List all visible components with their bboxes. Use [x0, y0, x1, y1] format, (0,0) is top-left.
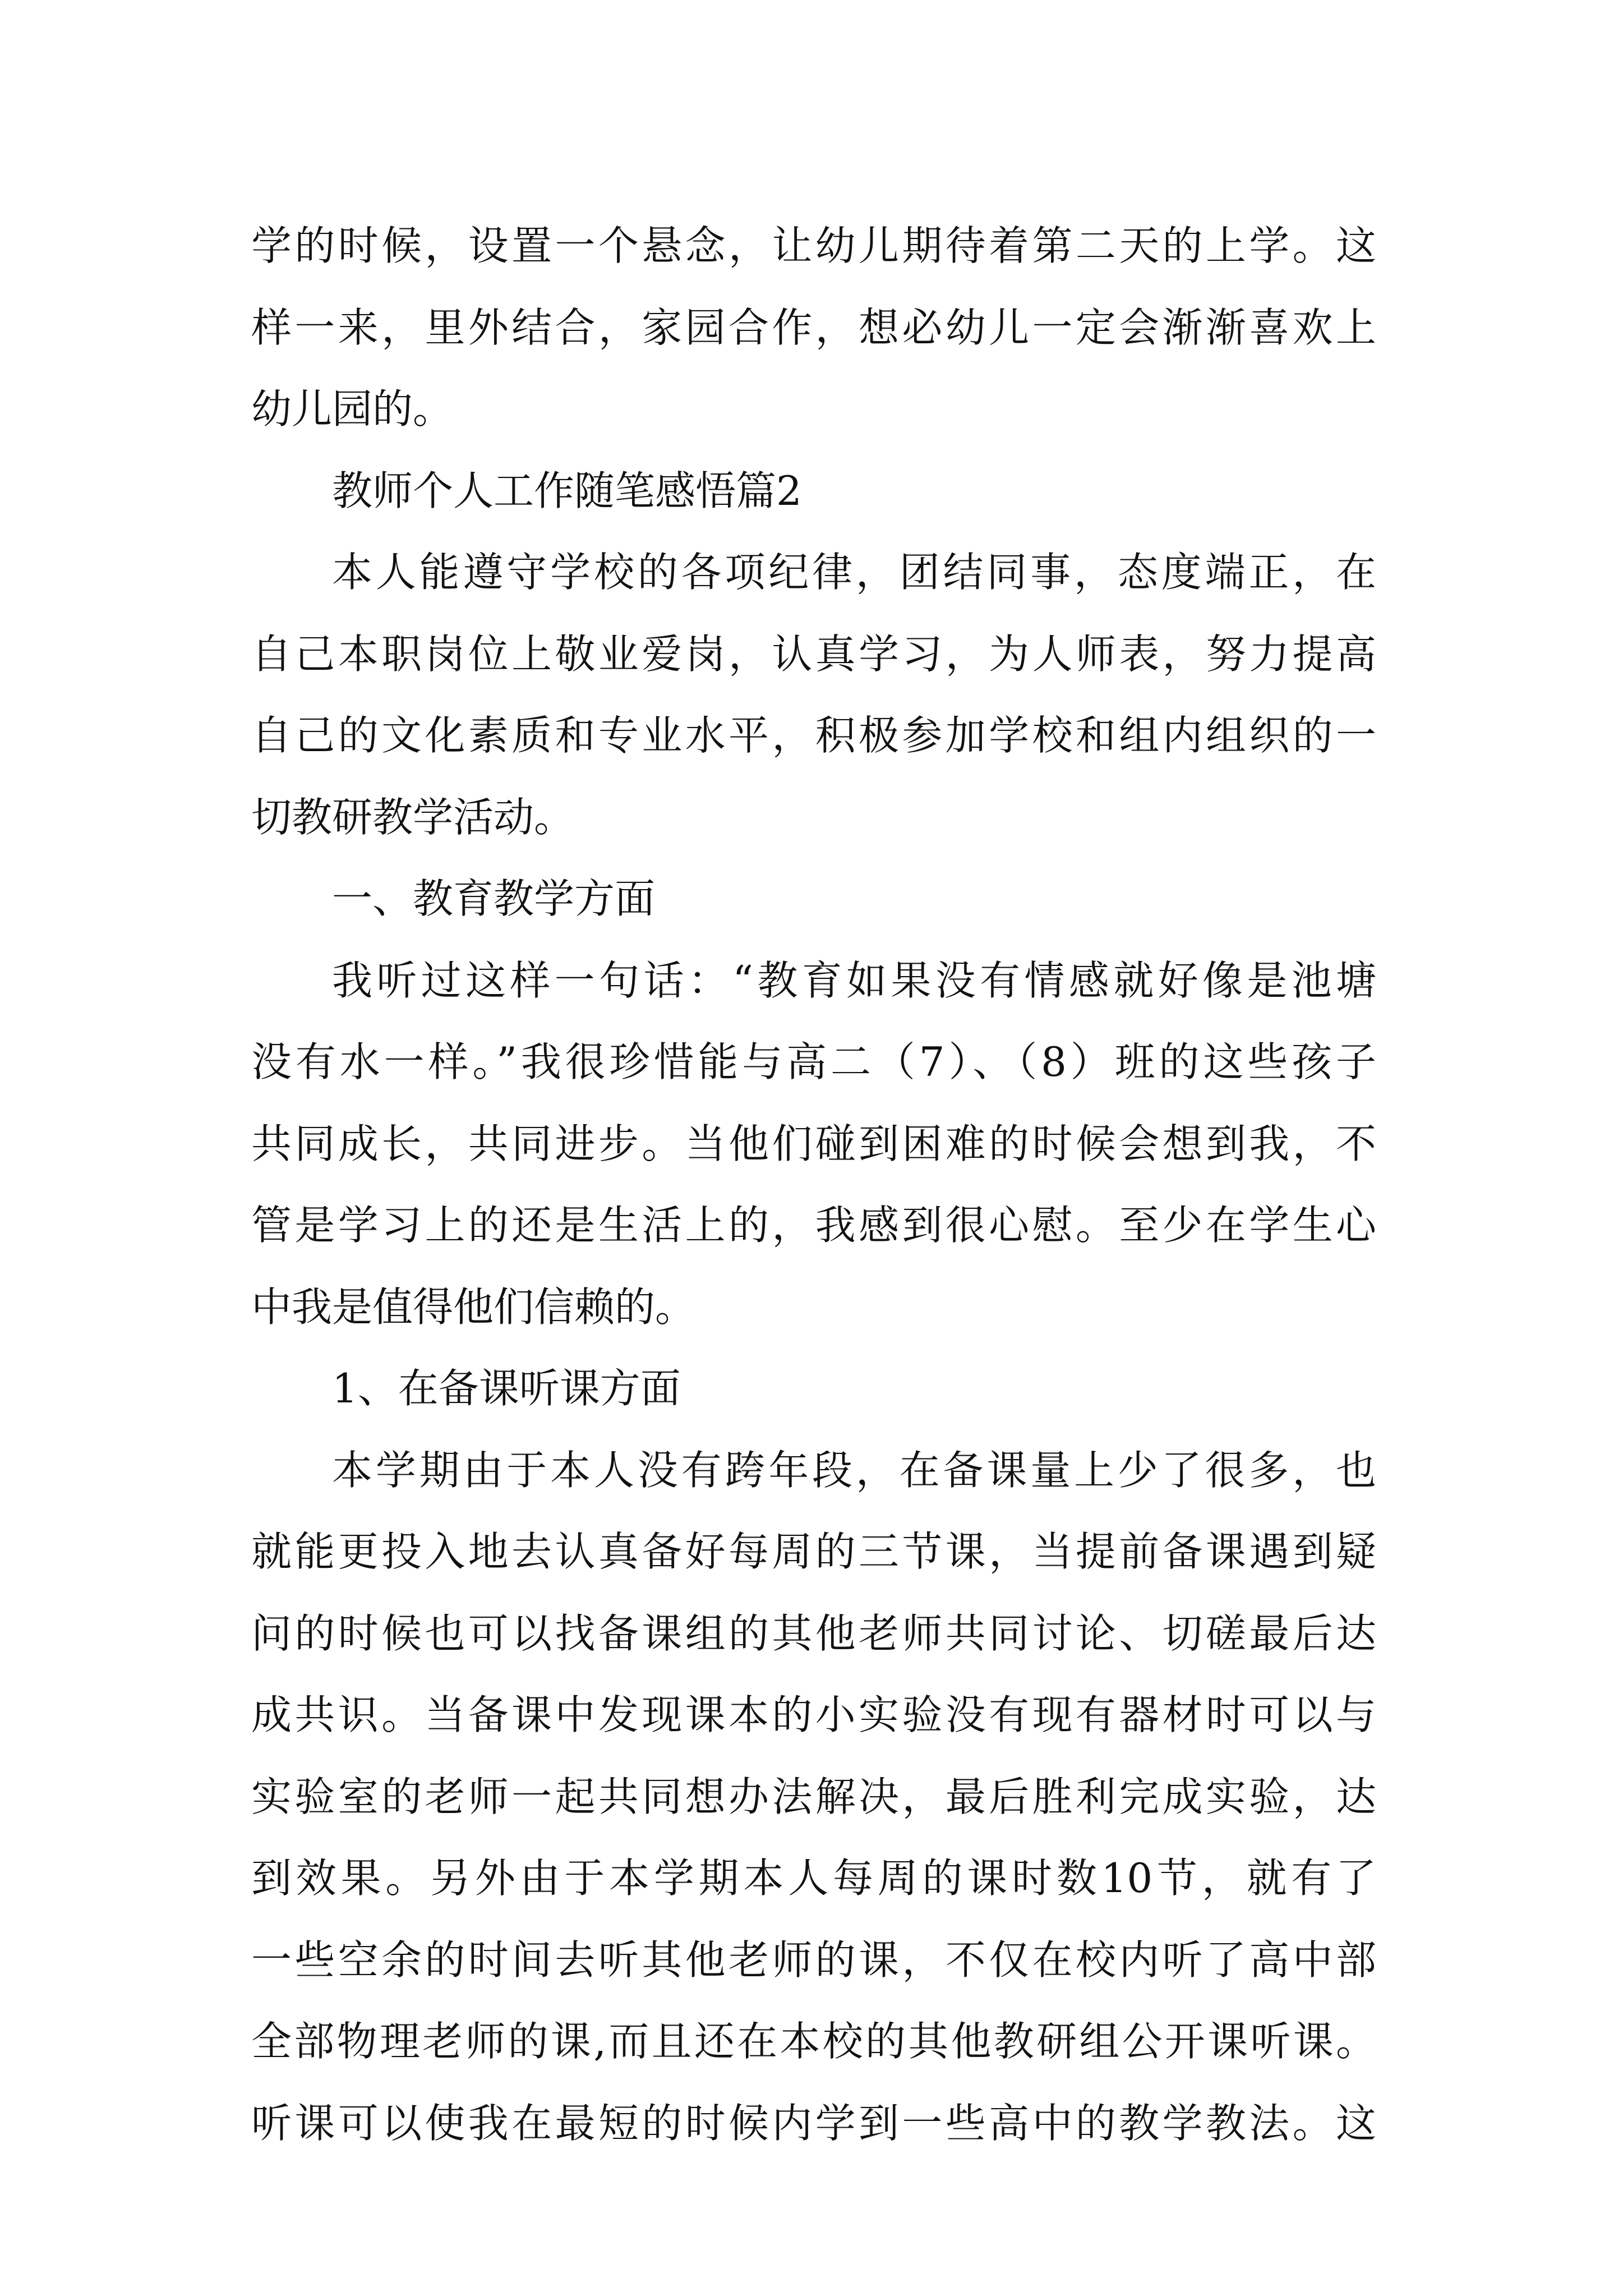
text-line: 管是学习上的还是生活上的，我感到很心慰。至少在学生心 — [251, 1202, 1376, 1249]
text-line: 成共识。当备课中发现课本的小实验没有现有器材时可以与 — [251, 1691, 1376, 1738]
document-body — [251, 205, 1376, 2164]
section-heading: 教师个人工作随笔感悟篇2 — [332, 467, 802, 514]
text-line: 切教研教学活动。 — [251, 793, 575, 841]
text-line: 自己本职岗位上敬业爱岗，认真学习，为人师表，努力提高 — [251, 630, 1376, 678]
text-line: 本人能遵守学校的各项纪律，团结同事，态度端正，在 — [332, 549, 1376, 596]
text-line: 我听过这样一句话：“教育如果没有情感就好像是池塘 — [332, 956, 1376, 1004]
text-line: 幼儿园的。 — [251, 385, 454, 432]
text-line: 学的时候，设置一个悬念，让幼儿期待着第二天的上学。这 — [251, 222, 1376, 269]
section-heading: 1、在备课听课方面 — [332, 1365, 681, 1412]
text-line: 没有水一样。”我很珍惜能与高二（7）、（8）班的这些孩子 — [251, 1038, 1376, 1085]
text-line: 中我是值得他们信赖的。 — [251, 1283, 696, 1331]
text-line: 到效果。另外由于本学期本人每周的课时数10节，就有了 — [251, 1855, 1376, 1902]
text-line: 自己的文化素质和专业水平，积极参加学校和组内组织的一 — [251, 712, 1376, 759]
text-line: 就能更投入地去认真备好每周的三节课，当提前备课遇到疑 — [251, 1528, 1376, 1575]
section-heading: 一、教育教学方面 — [332, 875, 656, 922]
text-line: 一些空余的时间去听其他老师的课，不仅在校内听了高中部 — [251, 1936, 1376, 1984]
text-line: 共同成长，共同进步。当他们碰到困难的时候会想到我，不 — [251, 1120, 1376, 1167]
text-line: 听课可以使我在最短的时候内学到一些高中的教学教法。这 — [251, 2099, 1376, 2147]
text-line: 本学期由于本人没有跨年段，在备课量上少了很多，也 — [332, 1446, 1376, 1494]
text-line: 问的时候也可以找备课组的其他老师共同讨论、切磋最后达 — [251, 1609, 1376, 1657]
text-line: 实验室的老师一起共同想办法解决，最后胜利完成实验，达 — [251, 1773, 1376, 1820]
text-line: 全部物理老师的课,而且还在本校的其他教研组公开课听课。 — [251, 2018, 1376, 2065]
text-line: 样一来，里外结合，家园合作，想必幼儿一定会渐渐喜欢上 — [251, 303, 1376, 351]
